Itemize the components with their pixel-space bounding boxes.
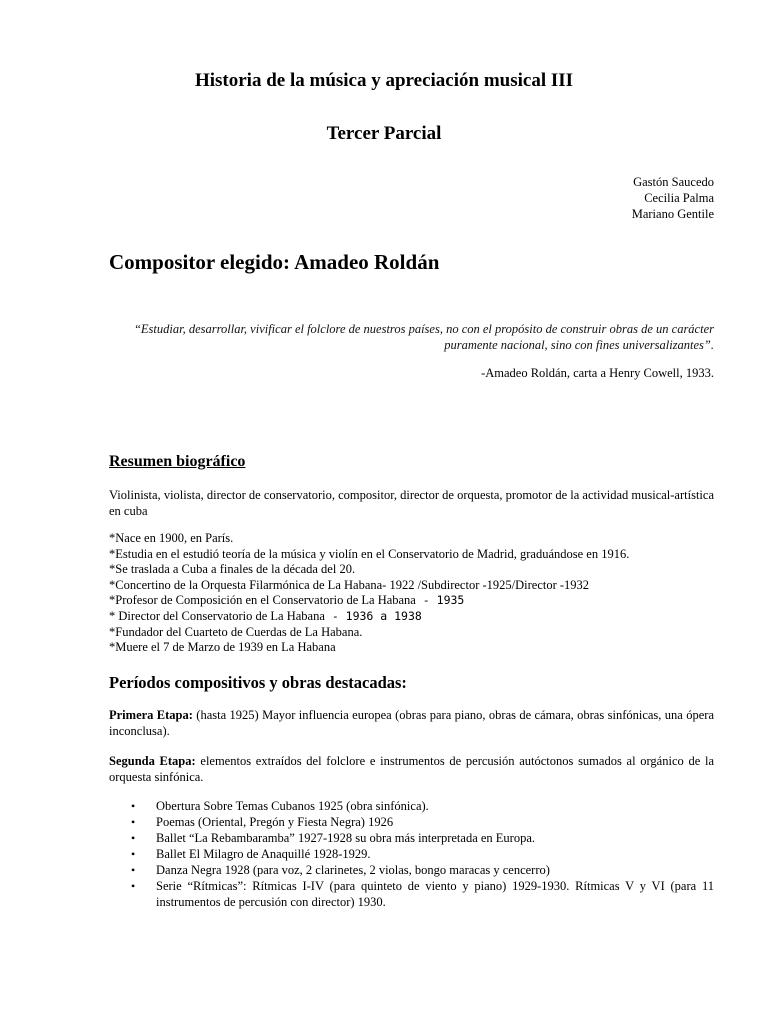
period-first-label: Primera Etapa: — [109, 708, 193, 722]
work-item — [109, 798, 714, 814]
bio-fact — [109, 609, 729, 625]
bio-fact: *Se traslada a Cuba a finales de la década del 20. — [109, 562, 356, 577]
work-item — [109, 846, 714, 862]
period-first — [109, 707, 714, 739]
quote-source: -Amadeo Roldán, carta a Henry Cowell, 1933. — [481, 366, 714, 380]
works-list — [109, 798, 714, 910]
epigraph-quote: “Estudiar, desarrollar, vivificar el folclore de nuestros países, no con el propósito de construir obras de un carácter puramente nacional, sino con fines universalizantes”. — [133, 322, 714, 352]
work-text: Ballet “La Rebambaramba” 1927-1928 su obra más interpretada en Europa. — [156, 831, 536, 845]
bullet-icon: • — [131, 879, 136, 893]
period-second — [109, 753, 714, 785]
author-list — [632, 174, 714, 222]
period-second-text: elementos extraídos del folclore e instrumentos de percusión autóctonos sumados al orgánico de la orquesta sinfónica. — [109, 754, 714, 784]
bio-fact: *Fundador del Cuarteto de Cuerdas de La Habana. — [109, 624, 363, 639]
bullet-icon: • — [131, 831, 136, 845]
bullet-icon: • — [131, 799, 136, 813]
bio-fact: *Estudia en el estudió teoría de la música y violín en el Conservatorio de Madrid, graduándose en 1916. — [109, 546, 630, 561]
work-item — [109, 862, 714, 878]
bio-fact-text: * Director del Conservatorio de La Habana — [109, 608, 325, 623]
author-name: Mariano Gentile — [631, 207, 714, 221]
work-text: Danza Negra 1928 (para voz, 2 clarinetes, 2 violas, bongo maracas y cencerro) — [156, 863, 550, 877]
work-text: Serie “Rítmicas”: Rítmicas I-IV (para quinteto de viento y piano) 1929-1930. Rítmicas V y VI (para 11 instrumentos de percusión con director) 1930. — [156, 879, 714, 909]
period-second-label: Segunda Etapa: — [109, 754, 196, 768]
author-name: Cecilia Palma — [644, 191, 714, 205]
bio-fact-year: - 1935 — [415, 593, 465, 608]
work-text: Poemas (Oriental, Pregón y Fiesta Negra) 1926 — [156, 815, 394, 829]
composer-heading: Compositor elegido: Amadeo Roldán — [109, 250, 440, 274]
work-item — [109, 830, 714, 846]
bullet-icon: • — [131, 863, 136, 877]
document-title: Historia de la música y apreciación musical III — [194, 70, 574, 91]
author-name: Gastón Saucedo — [633, 175, 714, 189]
bio-fact: *Nace en 1900, en París. — [109, 531, 234, 545]
bio-facts-list — [109, 531, 729, 656]
work-item — [109, 814, 714, 830]
bio-fact: *Concertino de la Orquesta Filarmónica de La Habana- 1922 /Subdirector -1925/Director -1932 — [109, 577, 590, 592]
bullet-icon: • — [131, 815, 136, 829]
work-text: Obertura Sobre Temas Cubanos 1925 (obra sinfónica). — [156, 799, 429, 813]
bio-fact: *Muere el 7 de Marzo de 1939 en La Habana — [109, 640, 336, 655]
bio-fact-year: - 1936 a 1938 — [324, 608, 422, 623]
bullet-icon: • — [131, 847, 136, 861]
period-first-text: (hasta 1925) Mayor influencia europea (obras para piano, obras de cámara, obras sinfónicas, una ópera inconclusa). — [109, 708, 714, 738]
bio-fact — [109, 593, 729, 609]
bio-intro: Violinista, violista, director de conservatorio, compositor, director de orquesta, promotor de la actividad musical-artística en cuba — [109, 488, 714, 518]
bio-fact-text: *Profesor de Composición en el Conservatorio de La Habana — [109, 593, 416, 608]
bio-heading: Resumen biográfico — [109, 453, 246, 470]
periods-heading: Períodos compositivos y obras destacadas: — [109, 673, 407, 692]
work-item — [109, 878, 714, 910]
work-text: Ballet El Milagro de Anaquillé 1928-1929. — [156, 847, 371, 861]
document-subtitle: Tercer Parcial — [326, 123, 442, 144]
